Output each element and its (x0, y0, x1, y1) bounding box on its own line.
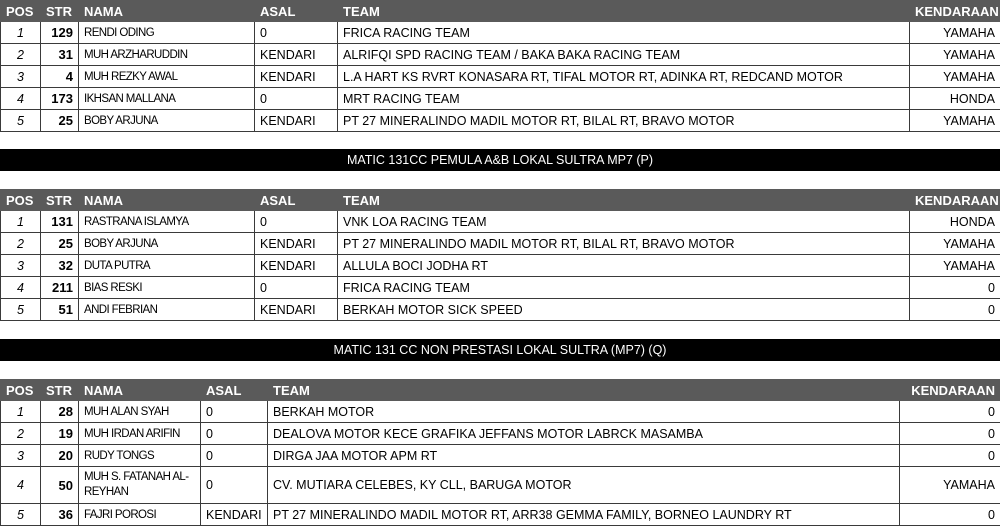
cell-nama: RENDI ODING (79, 22, 255, 44)
cell-team: VNK LOA RACING TEAM (338, 211, 910, 233)
cell-asal: KENDARI (255, 255, 338, 277)
col-header-team: TEAM (268, 380, 900, 401)
cell-kendaraan: HONDA (910, 211, 1000, 233)
cell-str: 31 (41, 44, 79, 66)
col-header-nama: NAMA (79, 1, 255, 22)
table-header-row (1, 1, 1000, 22)
cell-asal: KENDARI (201, 504, 268, 526)
cell-asal: KENDARI (255, 44, 338, 66)
table-row (1, 277, 1000, 299)
cell-team: CV. MUTIARA CELEBES, KY CLL, BARUGA MOTOR (268, 467, 900, 504)
table-row (1, 299, 1000, 321)
table-row (1, 110, 1000, 132)
table-header-row (1, 380, 1000, 401)
cell-pos: 1 (1, 401, 41, 423)
cell-kendaraan: 0 (910, 299, 1000, 321)
cell-kendaraan: YAMAHA (910, 44, 1000, 66)
col-header-kendaraan: KENDARAAN (910, 1, 1000, 22)
cell-asal: 0 (255, 88, 338, 110)
cell-kendaraan: YAMAHA (910, 66, 1000, 88)
cell-str: 20 (41, 445, 79, 467)
class-title-banner: MATIC 131 CC NON PRESTASI LOKAL SULTRA (MP7) (Q) (0, 339, 1000, 361)
table-row (1, 445, 1000, 467)
cell-team: DIRGA JAA MOTOR APM RT (268, 445, 900, 467)
cell-team: BERKAH MOTOR (268, 401, 900, 423)
cell-kendaraan: YAMAHA (910, 22, 1000, 44)
cell-team: ALRIFQI SPD RACING TEAM / BAKA BAKA RACING TEAM (338, 44, 910, 66)
cell-nama: MUH ARZHARUDDIN (79, 44, 255, 66)
cell-kendaraan: HONDA (910, 88, 1000, 110)
cell-str: 25 (41, 233, 79, 255)
table-header-row (1, 190, 1000, 211)
cell-asal: KENDARI (255, 299, 338, 321)
results-table-1 (0, 0, 1000, 132)
cell-kendaraan: YAMAHA (900, 467, 1000, 504)
col-header-team: TEAM (338, 190, 910, 211)
col-header-asal: ASAL (255, 190, 338, 211)
col-header-nama: NAMA (79, 380, 201, 401)
table-row (1, 401, 1000, 423)
cell-str: 28 (41, 401, 79, 423)
cell-str: 131 (41, 211, 79, 233)
cell-kendaraan: YAMAHA (910, 110, 1000, 132)
cell-pos: 5 (1, 299, 41, 321)
cell-kendaraan: 0 (900, 504, 1000, 526)
cell-nama: FAJRI POROSI (79, 504, 201, 526)
cell-pos: 5 (1, 110, 41, 132)
table-row (1, 423, 1000, 445)
cell-str: 50 (41, 467, 79, 504)
cell-asal: KENDARI (255, 110, 338, 132)
cell-str: 129 (41, 22, 79, 44)
col-header-kendaraan: KENDARAAN (910, 190, 1000, 211)
col-header-nama: NAMA (79, 190, 255, 211)
cell-kendaraan: YAMAHA (910, 255, 1000, 277)
table-row (1, 88, 1000, 110)
cell-pos: 5 (1, 504, 41, 526)
cell-asal: 0 (201, 401, 268, 423)
cell-pos: 3 (1, 66, 41, 88)
cell-team: MRT RACING TEAM (338, 88, 910, 110)
cell-asal: 0 (201, 445, 268, 467)
cell-pos: 1 (1, 211, 41, 233)
cell-nama: MUH ALAN SYAH (79, 401, 201, 423)
col-header-asal: ASAL (255, 1, 338, 22)
cell-str: 4 (41, 66, 79, 88)
cell-kendaraan: YAMAHA (910, 233, 1000, 255)
col-header-str: STR (41, 380, 79, 401)
cell-str: 25 (41, 110, 79, 132)
cell-pos: 4 (1, 277, 41, 299)
cell-pos: 4 (1, 467, 41, 504)
cell-str: 211 (41, 277, 79, 299)
cell-pos: 1 (1, 22, 41, 44)
cell-team: PT 27 MINERALINDO MADIL MOTOR RT, BILAL RT, BRAVO MOTOR (338, 110, 910, 132)
col-header-pos: POS (1, 380, 41, 401)
cell-team: DEALOVA MOTOR KECE GRAFIKA JEFFANS MOTOR LABRCK MASAMBA (268, 423, 900, 445)
cell-team: FRICA RACING TEAM (338, 22, 910, 44)
cell-nama: MUH REZKY AWAL (79, 66, 255, 88)
col-header-team: TEAM (338, 1, 910, 22)
cell-str: 36 (41, 504, 79, 526)
cell-nama: MUH IRDAN ARIFIN (79, 423, 201, 445)
cell-str: 32 (41, 255, 79, 277)
cell-pos: 3 (1, 445, 41, 467)
cell-str: 19 (41, 423, 79, 445)
cell-nama: ANDI FEBRIAN (79, 299, 255, 321)
col-header-str: STR (41, 190, 79, 211)
table-row (1, 44, 1000, 66)
cell-nama: IKHSAN MALLANA (79, 88, 255, 110)
table-row (1, 467, 1000, 504)
col-header-asal: ASAL (201, 380, 268, 401)
class-title-banner: MATIC 131CC PEMULA A&B LOKAL SULTRA MP7 (P) (0, 149, 1000, 171)
results-table-3 (0, 379, 1000, 526)
cell-nama: BIAS RESKI (79, 277, 255, 299)
cell-str: 51 (41, 299, 79, 321)
cell-team: L.A HART KS RVRT KONASARA RT, TIFAL MOTOR RT, ADINKA RT, REDCAND MOTOR (338, 66, 910, 88)
table-row (1, 66, 1000, 88)
cell-pos: 2 (1, 44, 41, 66)
cell-team: PT 27 MINERALINDO MADIL MOTOR RT, BILAL RT, BRAVO MOTOR (338, 233, 910, 255)
col-header-kendaraan: KENDARAAN (900, 380, 1000, 401)
cell-asal: 0 (255, 277, 338, 299)
cell-kendaraan: 0 (900, 423, 1000, 445)
cell-asal: 0 (201, 423, 268, 445)
table-row (1, 255, 1000, 277)
cell-pos: 3 (1, 255, 41, 277)
cell-nama: BOBY ARJUNA (79, 233, 255, 255)
col-header-pos: POS (1, 1, 41, 22)
table-row (1, 22, 1000, 44)
results-table-2 (0, 189, 1000, 321)
cell-nama: MUH S. FATANAH AL-REYHAN (79, 467, 201, 504)
cell-kendaraan: 0 (900, 445, 1000, 467)
cell-asal: 0 (201, 467, 268, 504)
cell-pos: 4 (1, 88, 41, 110)
col-header-pos: POS (1, 190, 41, 211)
cell-asal: KENDARI (255, 66, 338, 88)
cell-pos: 2 (1, 423, 41, 445)
cell-nama: RUDY TONGS (79, 445, 201, 467)
table-row (1, 504, 1000, 526)
cell-team: PT 27 MINERALINDO MADIL MOTOR RT, ARR38 GEMMA FAMILY, BORNEO LAUNDRY RT (268, 504, 900, 526)
cell-asal: KENDARI (255, 233, 338, 255)
cell-pos: 2 (1, 233, 41, 255)
cell-nama: RASTRANA ISLAMYA (79, 211, 255, 233)
cell-kendaraan: 0 (900, 401, 1000, 423)
cell-nama: BOBY ARJUNA (79, 110, 255, 132)
cell-team: FRICA RACING TEAM (338, 277, 910, 299)
cell-asal: 0 (255, 22, 338, 44)
cell-asal: 0 (255, 211, 338, 233)
col-header-str: STR (41, 1, 79, 22)
cell-team: ALLULA BOCI JODHA RT (338, 255, 910, 277)
cell-kendaraan: 0 (910, 277, 1000, 299)
table-row (1, 233, 1000, 255)
cell-team: BERKAH MOTOR SICK SPEED (338, 299, 910, 321)
cell-str: 173 (41, 88, 79, 110)
table-row (1, 211, 1000, 233)
cell-nama: DUTA PUTRA (79, 255, 255, 277)
